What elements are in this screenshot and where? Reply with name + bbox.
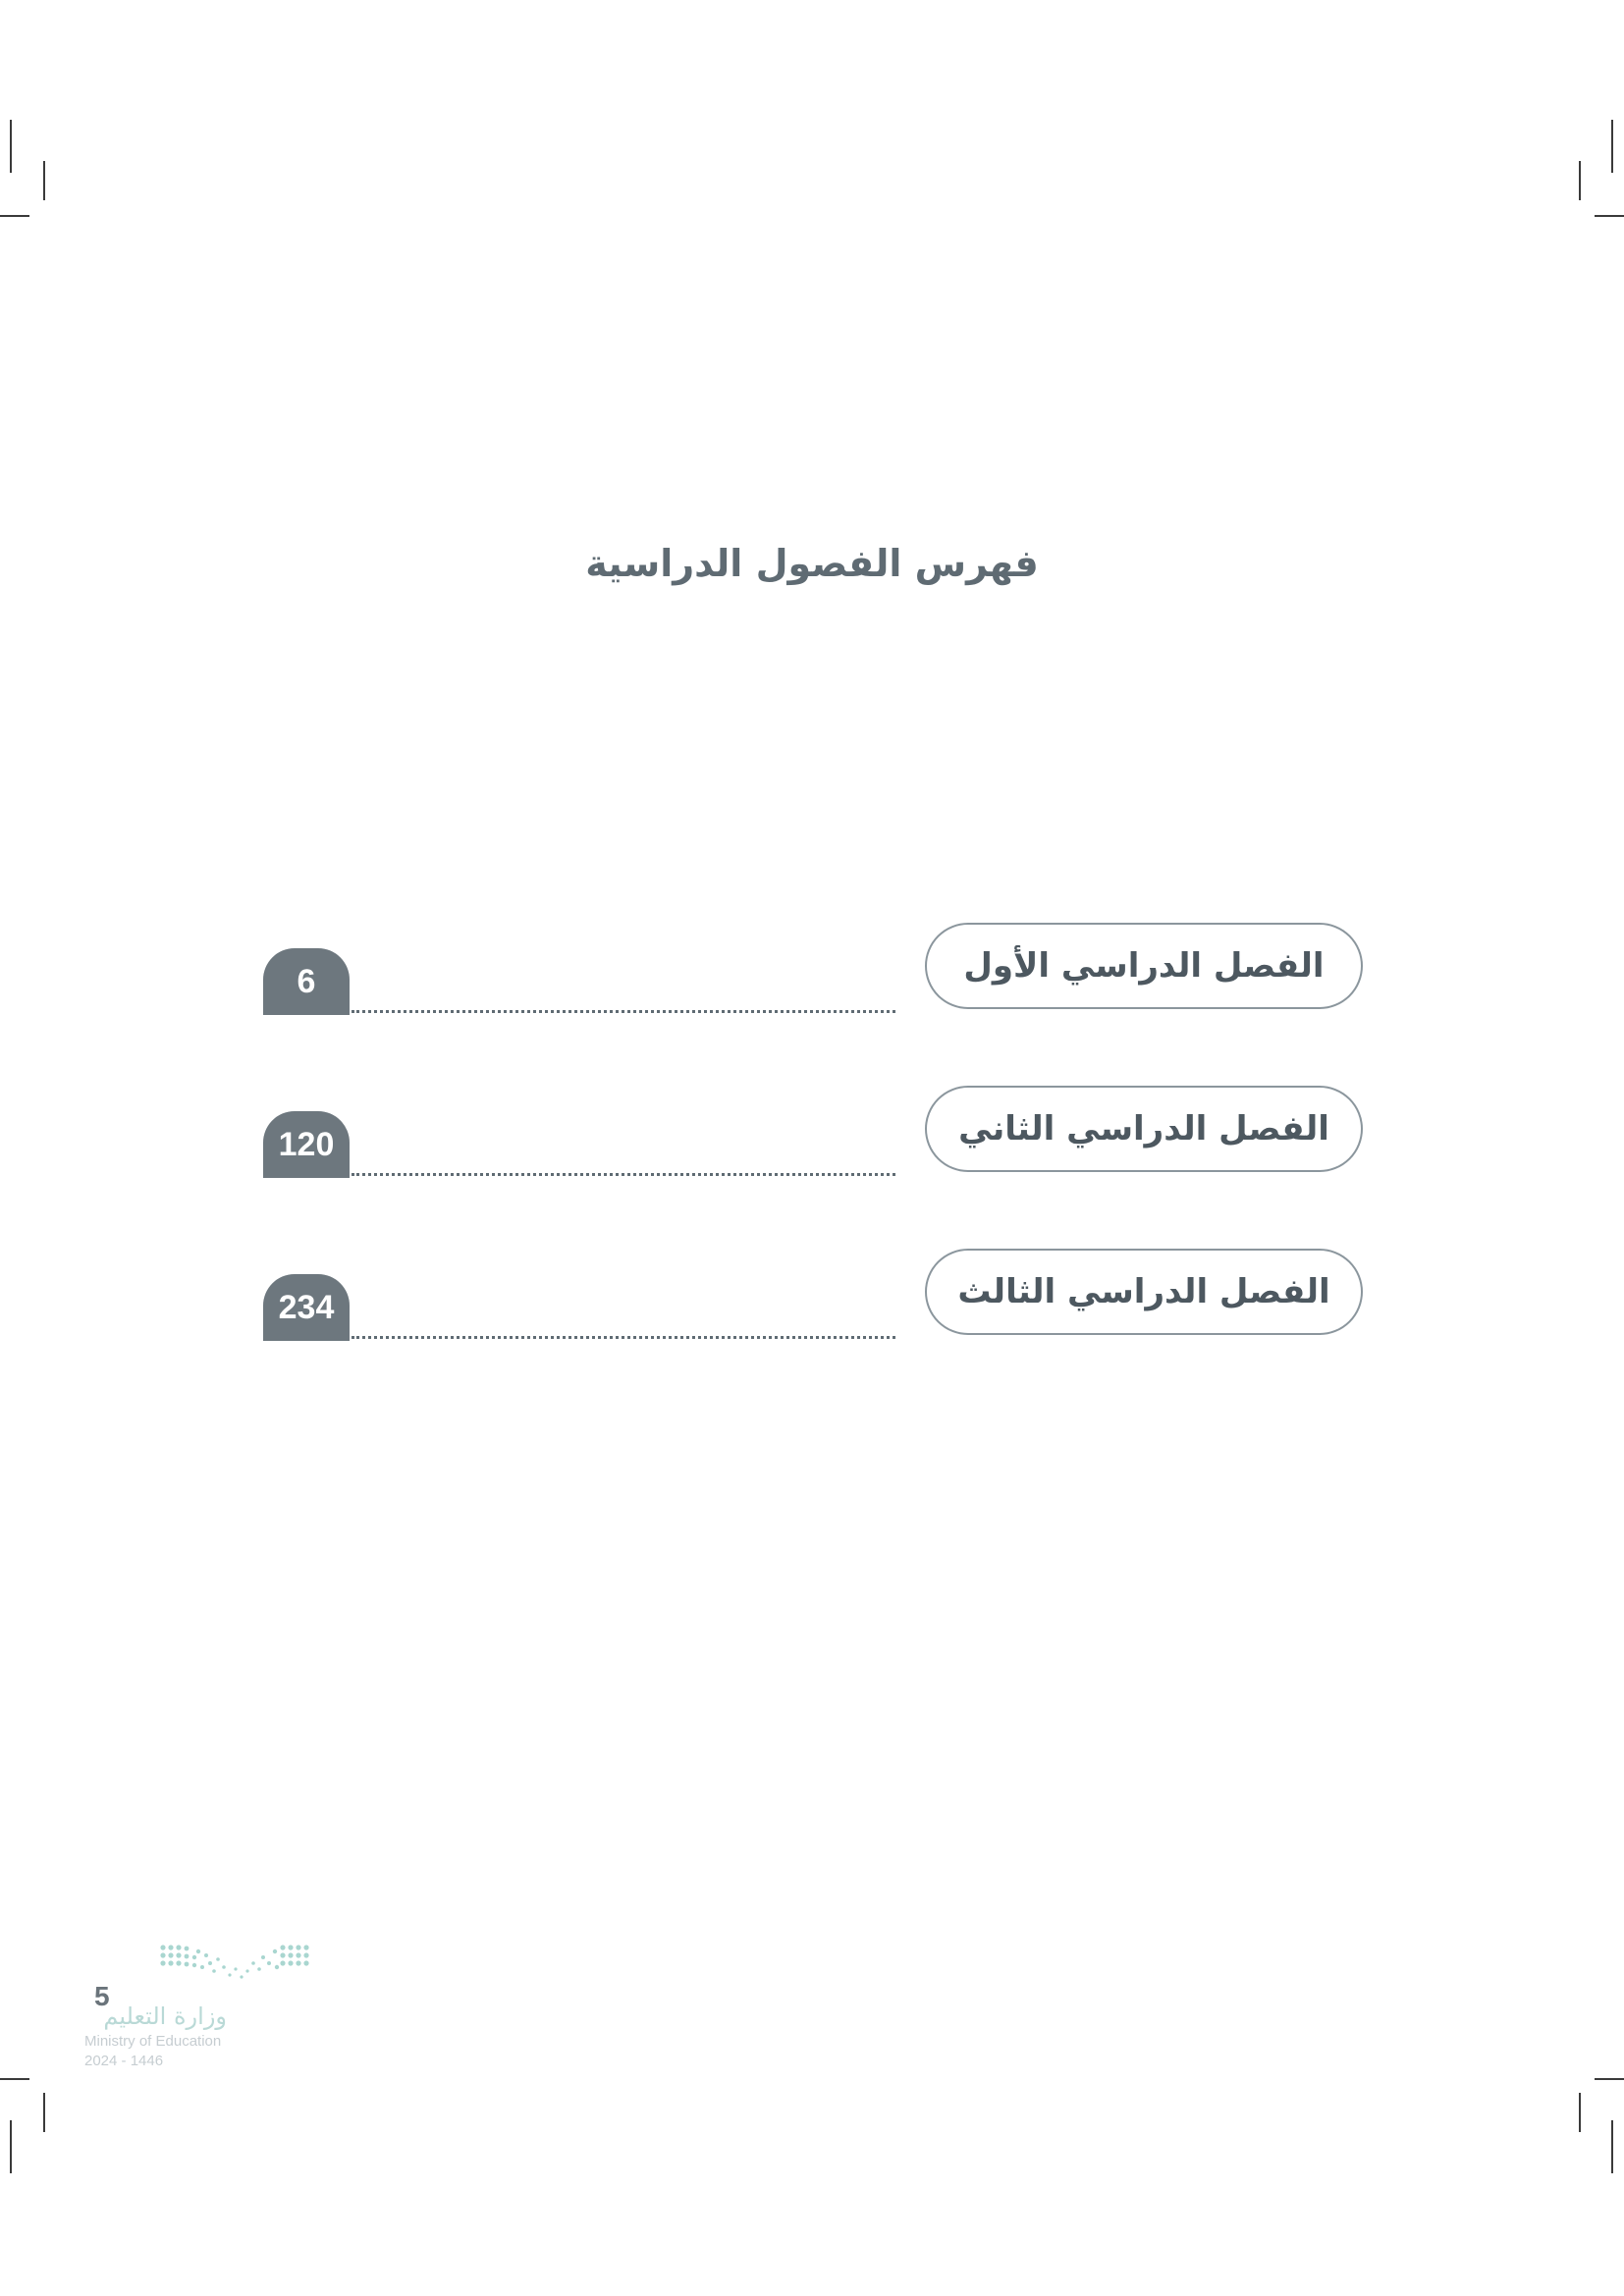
crop-mark (1579, 161, 1581, 200)
crop-mark (1611, 120, 1613, 173)
toc-entry-third-semester[interactable] (263, 1249, 1363, 1341)
crop-mark (1595, 2078, 1624, 2080)
toc-page-number: 234 (263, 1274, 350, 1341)
toc-page-number: 6 (263, 948, 350, 1015)
toc-page-number: 120 (263, 1111, 350, 1178)
toc-label: الفصل الدراسي الثاني (925, 1086, 1363, 1172)
dot-leader (352, 1010, 895, 1013)
page-title: فهرس الفصول الدراسية (585, 542, 1039, 585)
crop-mark (10, 2120, 12, 2173)
ministry-name-arabic: وزارة التعليم (103, 2002, 227, 2030)
crop-mark (0, 2078, 29, 2080)
ministry-name-english: Ministry of Education (84, 2033, 222, 2050)
crop-mark (10, 120, 12, 173)
crop-mark (0, 215, 29, 217)
dot-leader (352, 1173, 895, 1176)
page-number: 5 (94, 1981, 110, 2011)
toc-entry-second-semester[interactable] (263, 1086, 1363, 1178)
edition-year: 2024 - 1446 (84, 2053, 164, 2069)
dot-leader (352, 1336, 895, 1339)
crop-mark (43, 161, 45, 200)
crop-mark (1579, 2093, 1581, 2132)
ministry-footer (84, 1942, 310, 2079)
crop-mark (1595, 215, 1624, 217)
toc-label: الفصل الدراسي الثالث (925, 1249, 1363, 1335)
toc-entry-first-semester[interactable] (263, 923, 1363, 1015)
crop-mark (43, 2093, 45, 2132)
toc-label: الفصل الدراسي الأول (925, 923, 1363, 1009)
crop-mark (1611, 2120, 1613, 2173)
ministry-logo-icon (153, 1942, 379, 1991)
